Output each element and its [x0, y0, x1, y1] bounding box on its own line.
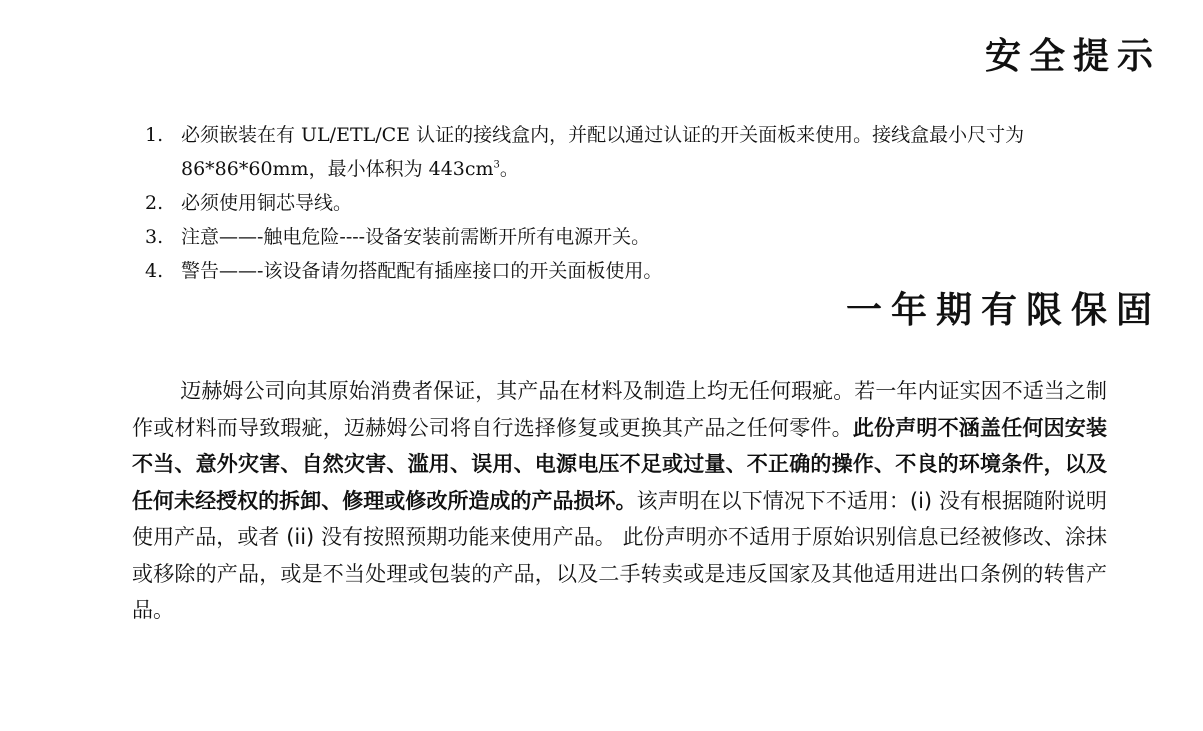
safety-item-3 — [145, 220, 1105, 254]
safety-item-1 — [145, 118, 1105, 186]
warranty-paragraph — [132, 373, 1107, 629]
safety-list — [145, 118, 1105, 288]
item-text: 必须使用铜芯导线。 — [181, 192, 353, 214]
item-number: 4. — [145, 260, 164, 282]
condition-ii-label: (ii) — [286, 525, 315, 549]
condition-i-label: (i) — [909, 488, 933, 513]
item-text: 注意——-触电危险----设备安装前需断开所有电源开关。 — [181, 226, 651, 248]
item-text-main: 必须嵌装在有 UL/ETL/CE 认证的接线盒内，并配以通过认证的开关面板来使用。接线盒最小尺寸为 86*86*60mm，最小体积为 443cm — [181, 124, 1025, 180]
warranty-text-2a: 该声明在以下情况下不适用： — [636, 488, 910, 513]
warranty-text-2b: 没有根据随附说明使用产品，或者 — [132, 488, 1107, 549]
item-text — [181, 118, 1105, 186]
item-text-end: 。 — [499, 158, 519, 180]
warranty-text-1: 迈赫姆公司向其原始消费者保证，其产品在材料及制造上均无任何瑕疵。若一年内证实因不适当之制作或材料而导致瑕疵，迈赫姆公司将自行选择修复或更换其产品之任何零件。 — [132, 379, 1107, 440]
item-number: 2. — [145, 192, 164, 214]
warranty-text-2c: 没有按照预期功能来使用产品。 此份声明亦不适用于原始识别信息已经被修改、涂抹或移除的产品，或是不当处理或包装的产品，以及二手转卖或是违反国家及其他适用进出口条例的转售产品。 — [132, 525, 1107, 622]
item-number: 1. — [145, 124, 164, 146]
safety-heading: 安全提示 — [984, 36, 1161, 77]
superscript: 3 — [493, 159, 500, 171]
item-text: 警告——-该设备请勿搭配配有插座接口的开关面板使用。 — [181, 260, 663, 282]
item-number: 3. — [145, 226, 164, 248]
warranty-heading: 一年期有限保固 — [845, 290, 1161, 331]
warranty-bold-disclaimer: 此份声明不涵盖任何因安装不当、意外灾害、自然灾害、滥用、误用、电源电压不足或过量、不正确的操作、不良的环境条件，以及任何未经授权的拆卸、修理或修改所造成的产品损坏。 — [132, 415, 1107, 513]
safety-item-2 — [145, 186, 1105, 220]
